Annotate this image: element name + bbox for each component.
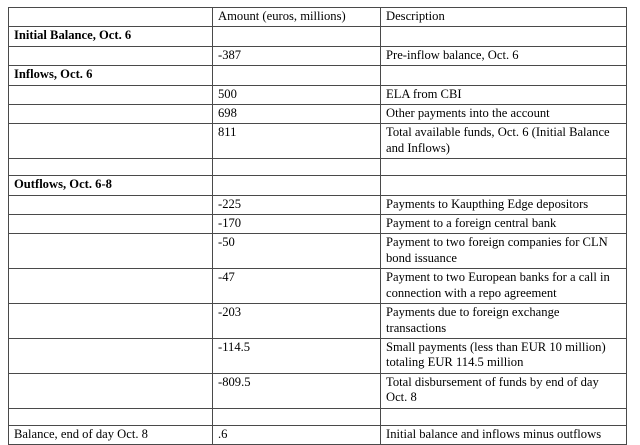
cell-description: Total available funds, Oct. 6 (Initial Balance and Inflows) xyxy=(381,124,627,159)
cell-label xyxy=(9,85,213,104)
cell-amount: -170 xyxy=(213,215,381,234)
cell-amount: -809.5 xyxy=(213,373,381,408)
table-row xyxy=(9,105,627,124)
cell-description: Total disbursement of funds by end of day Oct. 8 xyxy=(381,373,627,408)
cell-description: Description xyxy=(381,8,627,27)
table-row xyxy=(9,46,627,65)
table-row xyxy=(9,304,627,339)
cell-label xyxy=(9,124,213,159)
cell-amount: 500 xyxy=(213,85,381,104)
cell-amount: -50 xyxy=(213,234,381,269)
cell-description: Initial balance and inflows minus outflows xyxy=(381,425,627,444)
table-body xyxy=(9,8,627,445)
cell-label: Outflows, Oct. 6-8 xyxy=(9,176,213,195)
cell-label xyxy=(9,269,213,304)
table-row xyxy=(9,27,627,46)
table-row xyxy=(9,408,627,425)
cell-description: Payments due to foreign exchange transactions xyxy=(381,304,627,339)
cell-description xyxy=(381,176,627,195)
cell-amount: 698 xyxy=(213,105,381,124)
table-header-row xyxy=(9,8,627,27)
cell-label xyxy=(9,304,213,339)
table-row xyxy=(9,66,627,85)
cell-description xyxy=(381,408,627,425)
cell-description: ELA from CBI xyxy=(381,85,627,104)
table-row xyxy=(9,85,627,104)
cell-label: Balance, end of day Oct. 8 xyxy=(9,425,213,444)
cell-label: Inflows, Oct. 6 xyxy=(9,66,213,85)
table-row xyxy=(9,373,627,408)
cell-amount xyxy=(213,176,381,195)
cell-description: Payment to two foreign companies for CLN bond issuance xyxy=(381,234,627,269)
cell-amount: 811 xyxy=(213,124,381,159)
table-row xyxy=(9,234,627,269)
cell-description: Small payments (less than EUR 10 million) totaling EUR 114.5 million xyxy=(381,338,627,373)
cell-label xyxy=(9,8,213,27)
cell-amount: -203 xyxy=(213,304,381,339)
cell-amount: -225 xyxy=(213,195,381,214)
table-row xyxy=(9,425,627,444)
table-row xyxy=(9,195,627,214)
cell-amount: .6 xyxy=(213,425,381,444)
table-row xyxy=(9,124,627,159)
table-row xyxy=(9,176,627,195)
table-row xyxy=(9,338,627,373)
cash-flow-table xyxy=(8,7,627,445)
cell-description: Pre-inflow balance, Oct. 6 xyxy=(381,46,627,65)
cell-description: Payments to Kaupthing Edge depositors xyxy=(381,195,627,214)
cell-amount: Amount (euros, millions) xyxy=(213,8,381,27)
cell-label xyxy=(9,195,213,214)
cell-amount: -387 xyxy=(213,46,381,65)
cell-label: Initial Balance, Oct. 6 xyxy=(9,27,213,46)
cell-description xyxy=(381,66,627,85)
cell-description xyxy=(381,159,627,176)
cell-label xyxy=(9,105,213,124)
cell-description: Other payments into the account xyxy=(381,105,627,124)
table-row xyxy=(9,269,627,304)
cell-amount: -47 xyxy=(213,269,381,304)
cell-label xyxy=(9,338,213,373)
cell-label xyxy=(9,215,213,234)
cell-label xyxy=(9,373,213,408)
cell-label xyxy=(9,46,213,65)
table-row xyxy=(9,159,627,176)
cell-label xyxy=(9,159,213,176)
cell-description: Payment to two European banks for a call in connection with a repo agreement xyxy=(381,269,627,304)
cell-amount xyxy=(213,408,381,425)
table-row xyxy=(9,215,627,234)
cell-amount xyxy=(213,159,381,176)
cell-label xyxy=(9,234,213,269)
cell-description: Payment to a foreign central bank xyxy=(381,215,627,234)
cell-description xyxy=(381,27,627,46)
cell-amount: -114.5 xyxy=(213,338,381,373)
cell-label xyxy=(9,408,213,425)
cell-amount xyxy=(213,66,381,85)
cell-amount xyxy=(213,27,381,46)
